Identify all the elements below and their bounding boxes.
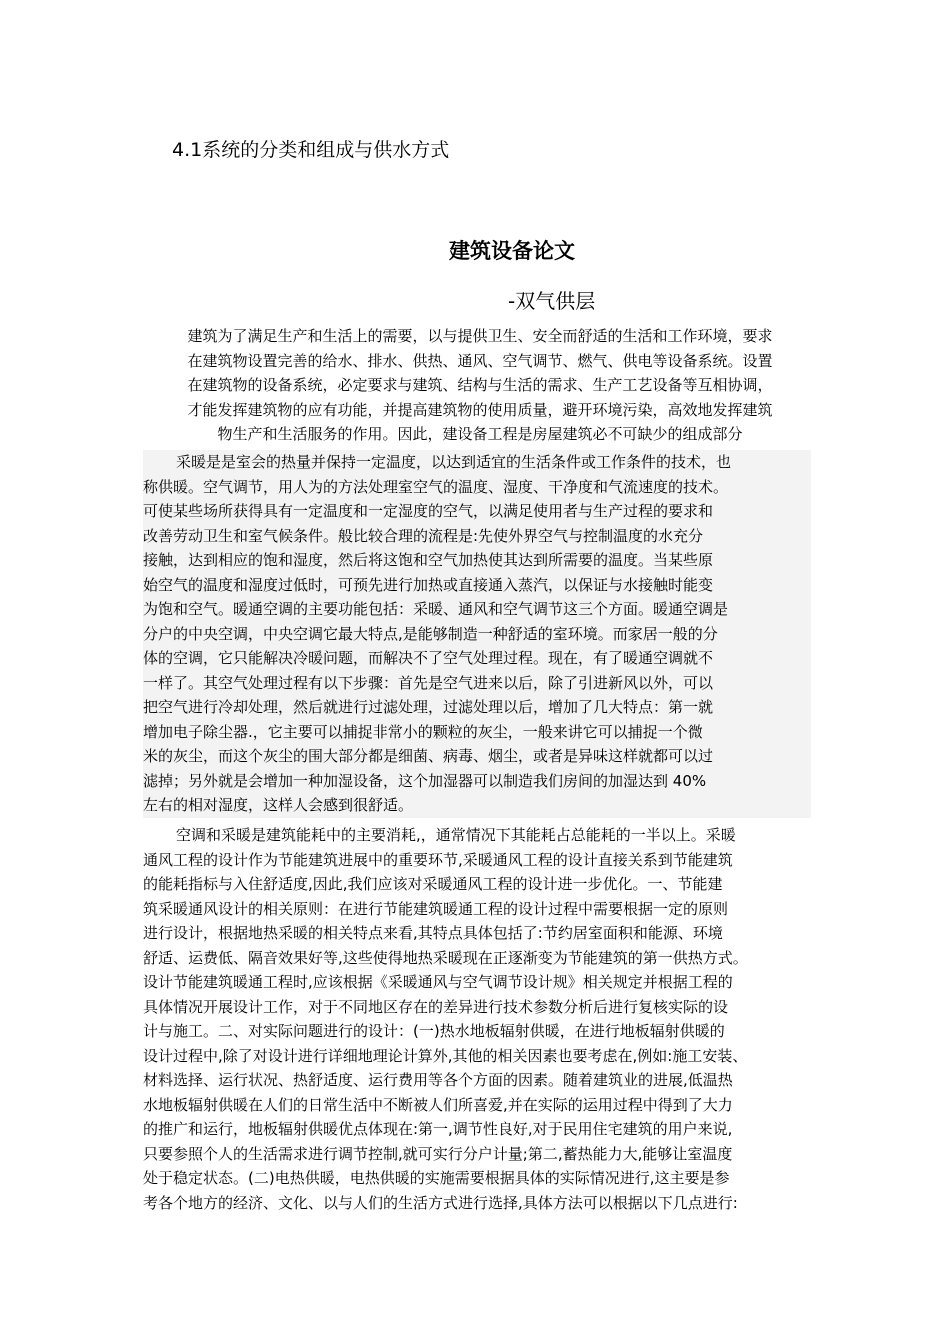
paragraph-line: 把空气进行冷却处理，然后就进行过滤处理，过滤处理以后，增加了几大特点：第一就 (143, 698, 714, 716)
paragraph-line: 计与施工。二、对实际问题进行的设计：(一)热水地板辐射供暖，在进行地板辐射供暖的 (143, 1022, 725, 1040)
paragraph-line: 接触，达到相应的饱和湿度，然后将这饱和空气加热使其达到所需要的温度。当某些原 (143, 551, 714, 569)
paragraph-line: 水地板辐射供暖在人们的日常生活中不断被人们所喜爱,并在实际的运用过程中得到了大力 (143, 1095, 733, 1114)
intro-paragraph (140, 324, 820, 447)
document-subtitle: -双气供层 (508, 289, 596, 313)
paragraph-line: 为饱和空气。暖通空调的主要功能包括：采暖、通风和空气调节这三个方面。暖通空调是 (143, 600, 729, 618)
paragraph-line: 左右的相对湿度，这样人会感到很舒适。 (143, 796, 414, 814)
paragraph-line: 滤掉；另外就是会增加一种加湿设备，这个加湿器可以制造我们房间的加湿达到 40% (143, 771, 707, 790)
paragraph-line: 考各个地方的经济、文化、以与人们的生活方式进行选择,具体方法可以根据以下几点进行: (143, 1193, 738, 1212)
intro-line: 物生产和生活服务的作用。因此，建设备工程是房屋建筑必不可缺少的组成部分 (217, 425, 743, 443)
document-title: 建筑设备论文 (449, 239, 575, 263)
paragraph-line: 增加电子除尘器.，它主要可以捕捉非常小的颗粒的灰尘，一般来讲它可以捕捉一个微 (143, 722, 703, 741)
paragraph-line: 一样了。其空气处理过程有以下步骤：首先是空气进来以后，除了引进新风以外，可以 (143, 673, 714, 692)
paragraph-line: 设计过程中,除了对设计进行详细地理论计算外,其他的相关因素也要考虑在,例如:施工安装、 (143, 1046, 748, 1065)
intro-line: 才能发挥建筑物的应有功能，并提高建筑物的使用质量，避开环境污染，高效地发挥建筑 (187, 400, 773, 419)
paragraph-line: 采暖是是室会的热量并保持一定温度，以达到适宜的生活条件或工作条件的技术，也 (176, 453, 732, 471)
intro-line: 在建筑物设置完善的给水、排水、供热、通风、空气调节、燃气、供电等设备系统。设置 (187, 351, 773, 370)
paragraph-line: 通风工程的设计作为节能建筑进展中的重要环节,采暖通风工程的设计直接关系到节能建筑 (143, 850, 733, 869)
paragraph-line: 筑采暖通风设计的相关原则：在进行节能建筑暖通工程的设计过程中需要根据一定的原则 (143, 899, 729, 918)
paragraph-line: 进行设计，根据地热采暖的相关特点来看,其特点具体包括了:节约居室面积和能源、环境 (143, 924, 723, 942)
paragraph-line: 称供暖。空气调节，用人为的方法处理室空气的温度、湿度、干净度和气流速度的技术。 (143, 477, 729, 496)
intro-line: 建筑为了满足生产和生活上的需要，以与提供卫生、安全而舒适的生活和工作环境，要求 (187, 327, 773, 345)
paragraph-line: 设计节能建筑暖通工程时,应该根据《采暖通风与空气调节设计规》相关规定并根据工程的 (143, 973, 733, 991)
paragraph-line: 空调和采暖是建筑能耗中的主要消耗,，通常情况下其能耗占总能耗的一半以上。采暖 (176, 826, 736, 844)
paragraph-line: 处于稳定状态。(二)电热供暖，电热供暖的实施需要根据具体的实际情况进行,这主要是参 (143, 1169, 730, 1187)
paragraph-line: 的推广和运行，地板辐射供暖优点体现在:第一,调节性良好,对于民用住宅建筑的用户来说, (143, 1120, 733, 1138)
paragraph-line: 具体情况开展设计工作，对于不同地区存在的差异进行技术参数分析后进行复核实际的设 (143, 997, 729, 1016)
heating-paragraph (143, 450, 811, 818)
paragraph-line: 材料选择、运行状况、热舒适度、运行费用等各个方面的因素。随着建筑业的进展,低温热 (143, 1071, 733, 1089)
paragraph-line: 可使某些场所获得具有一定温度和一定湿度的空气，以满足使用者与生产过程的要求和 (143, 502, 714, 520)
intro-line: 在建筑物的设备系统，必定要求与建筑、结构与生活的需求、生产工艺设备等互相协调， (187, 376, 773, 394)
paragraph-line: 的能耗指标与入住舒适度,因此,我们应该对采暖通风工程的设计进一步优化。一、节能建 (143, 875, 723, 893)
section-heading: 4.1系统的分类和组成与供水方式 (172, 139, 450, 161)
paragraph-line: 改善劳动卫生和室气候条件。般比较合理的流程是:先使外界空气与控制温度的水充分 (143, 526, 704, 545)
paragraph-line: 只要参照个人的生活需求进行调节控制,就可实行分户计量;第二,蓄热能力大,能够让室温度 (143, 1144, 733, 1163)
paragraph-line: 始空气的温度和湿度过低时，可预先进行加热或直接通入蒸汽，以保证与水接触时能变 (143, 575, 714, 594)
paragraph-line: 体的空调，它只能解决冷暖问题，而解决不了空气处理过程。现在，有了暖通空调就不 (143, 649, 714, 667)
energy-paragraph (143, 823, 811, 1215)
paragraph-line: 米的灰尘，而这个灰尘的围大部分都是细菌、病毒、烟尘，或者是异味这样就都可以过 (143, 747, 714, 765)
paragraph-line: 分户的中央空调，中央空调它最大特点,是能够制造一种舒适的室环境。而家居一般的分 (143, 624, 718, 643)
paragraph-line: 舒适、运费低、隔音效果好等,这些使得地热采暖现在正逐渐变为节能建筑的第一供热方式。 (143, 948, 748, 967)
